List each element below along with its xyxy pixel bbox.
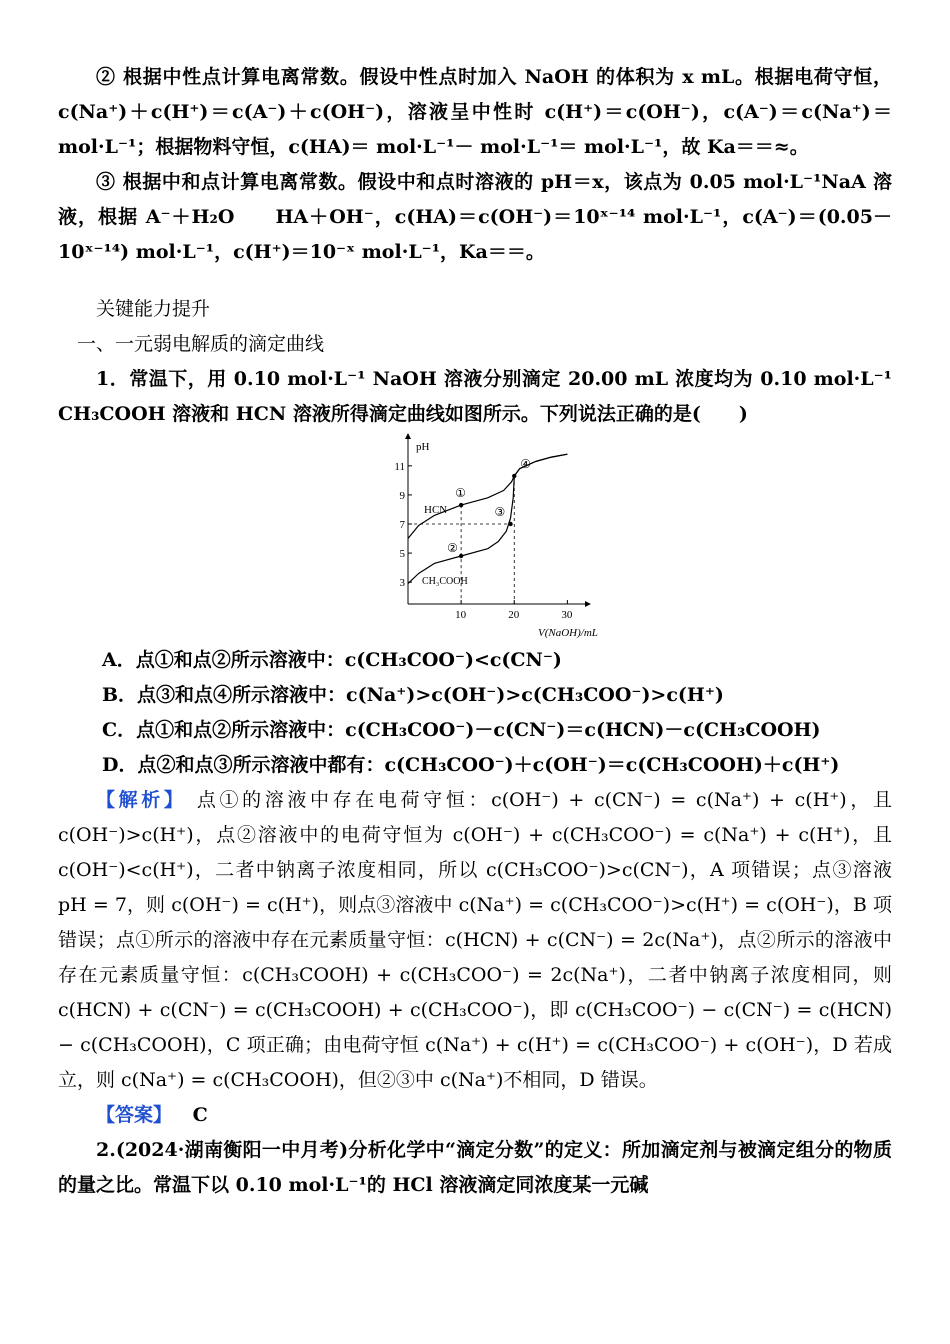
series-line [408,454,567,538]
paragraph-equivalence-point: ③ 根据中和点计算电离常数。假设中和点时溶液的 pH＝x，该点为 0.05 mol·L⁻¹NaA 溶液，根据 A⁻＋H₂O HA＋OH⁻，c(HA)＝c(OH⁻)＝10ˣ⁻¹⁴ mol·L⁻¹，c(A⁻)＝(0.05－10ˣ⁻¹⁴) mol·L⁻¹，c(H⁺)＝10⁻ˣ mol·L⁻¹，Ka＝＝。 [58,171,892,263]
curve-label-hcn: HCN [424,504,448,516]
curve-label-ch3cooh: CH₃COOH [422,576,468,587]
spacer [58,270,892,292]
series-line [408,454,567,583]
question-1-stem: 1．常温下，用 0.10 mol·L⁻¹ NaOH 溶液分别滴定 20.00 mL 浓度均为 0.10 mol·L⁻¹ CH₃COOH 溶液和 HCN 溶液所得滴定曲线如图所示。下列说法正确的是( ) [58,368,892,425]
option-a: A．点①和点②所示溶液中：c(CH₃COO⁻)<c(CN⁻) [102,649,562,671]
analysis-paragraph [58,783,892,1098]
point-marker [459,503,463,507]
option-b: B．点③和点④所示溶液中：c(Na⁺)>c(OH⁻)>c(CH₃COO⁻)>c(H⁺) [102,684,724,706]
x-tick-label: 20 [508,609,520,621]
point-label: ① [455,486,466,501]
y-axis-label: pH [416,441,430,453]
analysis-text: 点①的溶液中存在电荷守恒：c(OH⁻) + c(CN⁻) = c(Na⁺) + c(H⁺)，且 c(OH⁻)>c(H⁺)，点②溶液中的电荷守恒为 c(OH⁻) + c(CH₃COO⁻) = c(Na⁺) + c(H⁺)，且 c(OH⁻)<c(H⁺)，二者中钠离子浓度相同，所以 c(CH₃COO⁻)>c(CN⁻)，A 项错误；点③溶液 pH = 7，则 c(OH⁻) = c(H⁺)，则点③溶液中 c(Na⁺) = c(CH₃COO⁻)>c(H⁺) = c(OH⁻)，B 项错误；点①所示的溶液中存在元素质量守恒：c(HCN) + c(CN⁻) = 2c(Na⁺)，点②所示的溶液中存在元素质量守恒：c(CH₃COOH) + c(CH₃COO⁻) = 2c(Na⁺)，二者中钠离子浓度相同，则 c(HCN) + c(CN⁻) = c(CH₃COOH) + c(CH₃COO⁻)，即 c(CH₃COO⁻) − c(CN⁻) = c(HCN) − c(CH₃COOH)，C 项正确；由电荷守恒 c(Na⁺) + c(H⁺) = c(CH₃COO⁻) + c(OH⁻)，D 若成立，则 c(Na⁺) = c(CH₃COOH)，但②③中 c(Na⁺)不相同，D 错误。 [58,789,892,1091]
document-page [58,60,892,1203]
point-label: ③ [494,505,506,519]
point-marker [459,554,463,558]
analysis-label: 【解析】 [96,789,187,811]
titration-chart [394,436,598,641]
answer-paragraph [58,1098,892,1133]
paragraph-neutral-point: ② 根据中性点计算电离常数。假设中性点时加入 NaOH 的体积为 x mL。根据电荷守恒，c(Na⁺)＋c(H⁺)＝c(A⁻)＋c(OH⁻)，溶液呈中性时 c(H⁺)＝c(OH⁻)，c(A⁻)＝c(Na⁺)＝ mol·L⁻¹；根据物料守恒，c(HA)＝ mol·L⁻¹－ mol·L⁻¹＝ mol·L⁻¹，故 Ka＝＝≈。 [58,66,892,158]
section-subtitle: 一、一元弱电解质的滴定曲线 [77,333,325,355]
point-label: ② [447,541,458,555]
option-d: D．点②和点③所示溶液中都有：c(CH₃COO⁻)＋c(OH⁻)＝c(CH₃COOH)＋c(H⁺) [102,754,840,776]
section-title: 关键能力提升 [96,298,211,320]
y-tick-label: 11 [394,460,405,473]
answer-value: C [192,1104,208,1126]
x-axis-label: V(NaOH)/mL [538,627,598,639]
point-marker [508,522,512,526]
y-tick-label: 9 [399,489,405,502]
point-label: ④ [520,457,532,471]
answer-label: 【答案】 [96,1104,173,1126]
x-tick-label: 30 [561,609,573,621]
y-tick-label: 3 [399,577,405,590]
point-marker [512,474,516,478]
x-tick-label: 10 [455,609,467,621]
y-tick-label: 7 [399,519,405,531]
titration-figure [58,436,892,641]
question-2-stem: 2.(2024·湖南衡阳一中月考)分析化学中“滴定分数”的定义：所加滴定剂与被滴定组分的物质的量之比。常温下以 0.10 mol·L⁻¹的 HCl 溶液滴定同浓度某一元碱 [58,1139,892,1196]
option-c: C．点①和点②所示溶液中：c(CH₃COO⁻)－c(CN⁻)＝c(HCN)－c(CH₃COOH) [102,719,821,741]
y-tick-label: 5 [399,548,405,561]
